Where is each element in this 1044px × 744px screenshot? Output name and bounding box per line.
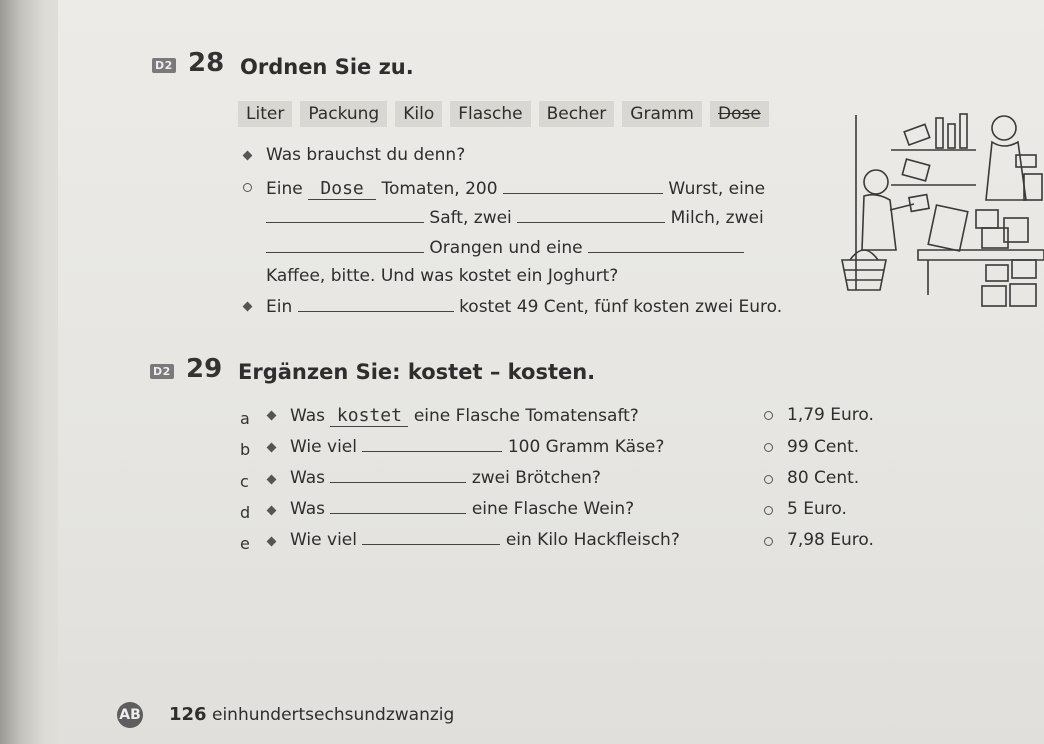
ex28-title: Ordnen Sie zu. bbox=[240, 55, 414, 79]
word-kilo: Kilo bbox=[395, 101, 442, 127]
blank-field[interactable] bbox=[362, 437, 502, 452]
blank-field[interactable] bbox=[298, 297, 454, 312]
ex28-line3a: Saft, zwei bbox=[429, 208, 512, 228]
page-word: einhundertsechsundzwanzig bbox=[212, 705, 455, 725]
row-start: Wie viel bbox=[290, 530, 357, 550]
circle-marker bbox=[243, 183, 252, 192]
word-packung: Packung bbox=[300, 101, 387, 127]
row-letter: e bbox=[240, 534, 250, 553]
row-rest: 100 Gramm Käse? bbox=[507, 437, 665, 457]
ex28-line2 bbox=[266, 178, 765, 200]
ex28-number: 28 bbox=[188, 48, 225, 78]
blank-field[interactable] bbox=[266, 208, 424, 223]
circle-marker bbox=[764, 475, 773, 484]
blank-field[interactable] bbox=[266, 238, 424, 253]
ex29-row-d bbox=[290, 499, 634, 519]
word-flasche: Flasche bbox=[450, 101, 530, 127]
answer-dose[interactable]: Dose bbox=[308, 178, 376, 200]
ex28-line2b: Tomaten, 200 bbox=[381, 179, 498, 199]
row-start: Was bbox=[290, 468, 325, 488]
blank-field[interactable] bbox=[330, 499, 466, 514]
circle-marker bbox=[764, 537, 773, 546]
ex28-line5: Kaffee, bitte. Und was kostet ein Joghurt? bbox=[266, 266, 619, 286]
ex29-title: Ergänzen Sie: kostet – kosten. bbox=[238, 360, 596, 384]
ex28-tag: D2 bbox=[152, 58, 176, 73]
page-number: 126 bbox=[169, 704, 207, 725]
ex28-line3 bbox=[266, 208, 764, 228]
ex29-row-a bbox=[290, 405, 639, 427]
circle-marker bbox=[764, 411, 773, 420]
row-price: 99 Cent. bbox=[787, 437, 860, 457]
ex28-line6 bbox=[266, 297, 782, 317]
row-price: 80 Cent. bbox=[787, 468, 860, 488]
row-letter: d bbox=[240, 503, 251, 522]
row-letter: c bbox=[240, 472, 249, 491]
row-rest: eine Flasche Tomatensaft? bbox=[413, 406, 639, 426]
word-dose: Dose bbox=[710, 101, 769, 127]
row-letter: b bbox=[240, 440, 251, 459]
ex28-line4a: Orangen und eine bbox=[429, 238, 583, 258]
row-start: Was bbox=[290, 406, 325, 426]
blank-field[interactable] bbox=[517, 208, 665, 223]
ex29-row-b bbox=[290, 437, 664, 457]
row-price: 5 Euro. bbox=[787, 499, 847, 519]
row-rest: ein Kilo Hackfleisch? bbox=[505, 530, 680, 550]
ex28-line2c: Wurst, eine bbox=[668, 179, 766, 199]
shop-illustration bbox=[836, 100, 1044, 315]
row-price: 1,79 Euro. bbox=[787, 405, 874, 425]
word-liter: Liter bbox=[238, 101, 292, 127]
row-letter: a bbox=[240, 409, 250, 428]
ex29-number: 29 bbox=[186, 354, 223, 384]
row-rest: eine Flasche Wein? bbox=[471, 499, 635, 519]
answer-kostet[interactable]: kostet bbox=[330, 405, 408, 427]
row-start: Wie viel bbox=[290, 437, 357, 457]
circle-marker bbox=[764, 506, 773, 515]
ex28-line6a: Ein bbox=[266, 297, 293, 317]
row-start: Was bbox=[290, 499, 325, 519]
ex29-tag: D2 bbox=[150, 364, 174, 379]
blank-field[interactable] bbox=[588, 238, 744, 253]
word-box bbox=[238, 101, 777, 127]
ex28-line4 bbox=[266, 238, 744, 258]
ex29-row-e bbox=[290, 530, 680, 550]
word-gramm: Gramm bbox=[622, 101, 702, 127]
row-rest: zwei Brötchen? bbox=[471, 468, 601, 488]
ex28-line1: Was brauchst du denn? bbox=[266, 145, 466, 165]
blank-field[interactable] bbox=[362, 530, 500, 545]
ab-badge: AB bbox=[117, 702, 143, 728]
word-becher: Becher bbox=[539, 101, 615, 127]
circle-marker bbox=[764, 443, 773, 452]
ex29-row-c bbox=[290, 468, 601, 488]
ex28-line3b: Milch, zwei bbox=[670, 208, 764, 228]
ex28-line2a: Eine bbox=[266, 179, 303, 199]
ex28-line6b: kostet 49 Cent, fünf kosten zwei Euro. bbox=[459, 297, 783, 317]
blank-field[interactable] bbox=[330, 468, 466, 483]
row-price: 7,98 Euro. bbox=[787, 530, 874, 550]
blank-field[interactable] bbox=[503, 179, 663, 194]
